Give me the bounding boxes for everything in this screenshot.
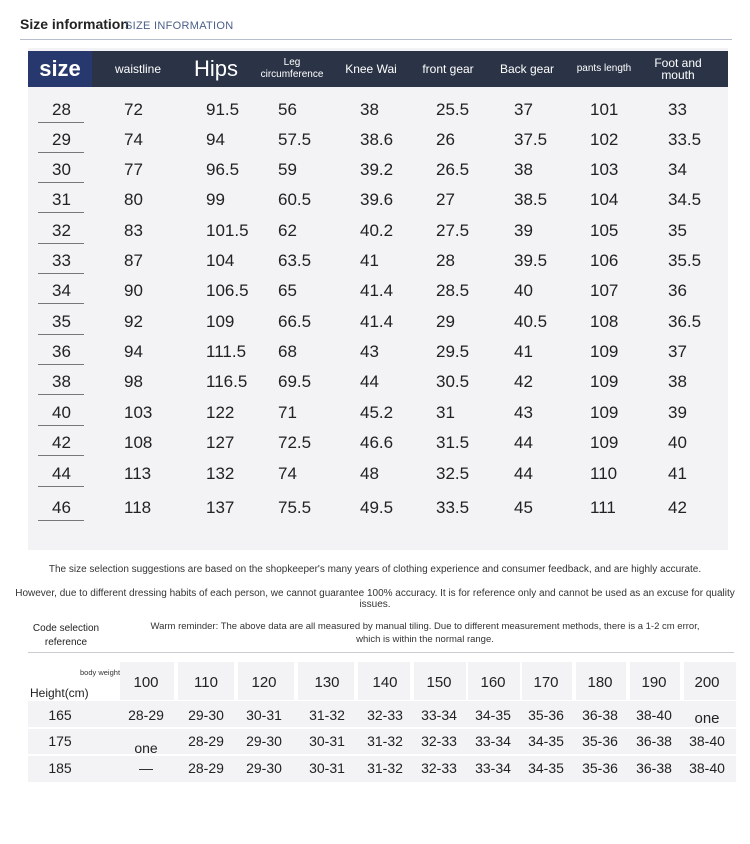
size-measurement: 38.5 [514,190,548,209]
code-selection-label [30,622,102,650]
size-measurement: 35.5 [668,251,702,270]
header-leg-circumference: Leg circumference [260,57,324,80]
header-size: size [28,51,92,87]
size-measurement: 109 [206,312,235,331]
warm-reminder-line2: which is within the normal range. [356,634,494,645]
size-measurement: 113 [124,464,152,483]
size-range-cell: 35-36 [582,733,618,749]
size-range-cell: 38-40 [636,707,672,723]
size-measurement: 27 [436,190,455,209]
size-row [28,338,728,368]
warm-reminder-line1: Warm reminder: The above data are all measured by manual tiling. Due to different measurement methods, there is a 1-2 cm error, [150,621,700,632]
size-measurement: 43 [360,342,379,361]
size-measurement: 28 [436,251,455,270]
size-measurement: 49.5 [360,498,394,517]
size-measurement: 127 [206,433,235,452]
header-back-gear: Back gear [499,62,555,76]
size-row [28,308,728,338]
size-range-cell: 28-29 [188,733,224,749]
size-range-cell: 34-35 [475,707,511,723]
size-measurement: 101.5 [206,221,249,240]
size-measurement: 99 [206,190,225,209]
size-measurement: 62 [278,221,297,240]
size-range-cell: 30-31 [309,760,345,776]
size-value: 38 [52,372,71,391]
height-text: Height [30,686,65,700]
height-value: 165 [48,707,72,723]
size-row [28,96,728,126]
weight-header: 140 [372,674,398,691]
size-range-cell: 32-33 [367,707,403,723]
weight-header: 150 [426,674,452,691]
size-measurement: 104 [206,251,235,270]
size-measurement: 41.4 [360,281,394,300]
header-knee-wai: Knee Wai [345,62,397,76]
size-value: 36 [52,342,71,361]
size-measurement: 87 [124,251,143,270]
size-measurement: 36.5 [668,312,702,331]
size-range-cell: 29-30 [246,760,282,776]
size-range-cell: 36-38 [636,733,672,749]
size-measurement: 57.5 [278,130,312,149]
size-value: 42 [52,433,71,452]
title-divider [20,39,732,40]
page-title: Size information [20,16,129,32]
size-range-cell: 36-38 [582,707,618,723]
size-underline [38,212,84,213]
size-measurement: 25.5 [436,100,470,119]
size-measurement: 44 [360,372,379,391]
size-measurement: 42 [514,372,533,391]
size-measurement: 31.5 [436,433,470,452]
size-measurement: 38.6 [360,130,394,149]
code-selection-line2: reference [44,637,88,648]
size-measurement: 38 [668,372,687,391]
size-measurement: 30.5 [436,372,470,391]
size-measurement: 71 [278,403,297,422]
size-measurement: 41.4 [360,312,394,331]
size-measurement: 43 [514,403,533,422]
size-underline [38,520,84,521]
size-chart-header [28,51,728,87]
size-range-cell: 28-29 [188,760,224,776]
size-measurement: 94 [206,130,225,149]
size-measurement: 38 [514,160,533,179]
size-range-cell: 32-33 [421,733,457,749]
size-range-cell: 38-40 [689,733,725,749]
size-underline [38,152,84,153]
size-measurement: 103 [590,160,619,179]
size-measurement: 109 [590,433,619,452]
size-measurement: 41 [514,342,533,361]
header-hips: Hips [193,56,238,81]
size-measurement: 26 [436,130,455,149]
size-row [28,399,728,429]
size-measurement: 107 [590,281,619,300]
size-value: 46 [52,498,71,517]
size-range-cell: 31-32 [367,733,403,749]
size-measurement: 27.5 [436,221,470,240]
size-measurement: 40 [668,433,687,452]
size-measurement: 72.5 [278,433,312,452]
one-size-label: one [134,740,158,756]
size-measurement: 28.5 [436,281,470,300]
size-measurement: 101 [590,100,619,119]
reference-divider [28,652,734,653]
size-underline [38,425,84,426]
size-measurement: 109 [590,342,619,361]
header-pants-length: pants length [576,63,632,74]
header-waistline: waistline [114,62,162,76]
warm-reminder [120,620,730,646]
size-measurement: 33 [668,100,687,119]
size-underline [38,303,84,304]
size-measurement: 110 [590,464,618,483]
size-measurement: 36 [668,281,687,300]
note-disclaimer: However, due to different dressing habits of each person, we cannot guarantee 100% accuracy. It is for reference only and cannot be used as an excuse for quality issues. [15,588,735,610]
size-range-cell: 35-36 [582,760,618,776]
size-measurement: 40 [514,281,533,300]
size-range-cell: — [139,760,153,776]
size-measurement: 26.5 [436,160,470,179]
size-row [28,368,728,398]
size-measurement: 33.5 [668,130,702,149]
size-range-cell: 31-32 [367,760,403,776]
size-measurement: 94 [124,342,143,361]
size-measurement: 32.5 [436,464,470,483]
size-measurement: 68 [278,342,297,361]
size-measurement: 108 [590,312,619,331]
size-measurement: 34 [668,160,687,179]
header-foot-and-mouth: Foot and mouth [654,56,702,82]
size-measurement: 39.6 [360,190,394,209]
size-measurement: 46.6 [360,433,394,452]
size-measurement: 109 [590,403,619,422]
size-measurement: 42 [668,498,687,517]
size-measurement: 75.5 [278,498,312,517]
weight-header: 100 [133,674,159,691]
size-measurement: 74 [278,464,297,483]
height-label [30,686,89,700]
size-row [28,217,728,247]
size-range-cell: 30-31 [309,733,345,749]
size-underline [38,273,84,274]
size-measurement: 39 [514,221,533,240]
size-measurement: 48 [360,464,379,483]
size-underline [38,486,84,487]
size-measurement: 77 [124,160,143,179]
size-range-cell: 35-36 [528,707,564,723]
size-measurement: 33.5 [436,498,470,517]
size-range-cell: 33-34 [475,733,511,749]
note-accuracy: The size selection suggestions are based on the shopkeeper's many years of clothing experience and consumer feedback, and are highly accurate. [48,564,702,575]
size-row [28,494,728,524]
size-measurement: 37 [668,342,687,361]
weight-header: 170 [533,674,559,691]
size-range-cell: 30-31 [246,707,282,723]
size-row [28,126,728,156]
size-measurement: 111.5 [206,342,247,361]
body-weight-text: body weight [80,668,121,677]
size-measurement: 80 [124,190,143,209]
size-value: 29 [52,130,71,149]
size-underline [38,182,84,183]
height-unit: (cm) [64,686,89,700]
size-measurement: 60.5 [278,190,312,209]
size-measurement: 39.5 [514,251,548,270]
size-value: 30 [52,160,71,179]
size-measurement: 96.5 [206,160,240,179]
size-measurement: 132 [206,464,235,483]
size-value: 28 [52,100,71,119]
title-row [20,16,732,38]
size-range-cell: 29-30 [188,707,224,723]
height-value: 185 [48,760,72,776]
size-measurement: 65 [278,281,297,300]
size-measurement: 90 [124,281,143,300]
size-measurement: 37.5 [514,130,548,149]
size-measurement: 116.5 [206,372,248,391]
code-selection-line1: Code selection [32,623,100,634]
size-range-cell: 33-34 [475,760,511,776]
size-measurement: 38 [360,100,379,119]
size-underline [38,122,84,123]
size-range-cell: 36-38 [636,760,672,776]
size-measurement: 83 [124,221,143,240]
size-value: 31 [52,190,71,209]
size-value: 44 [52,464,71,483]
size-value: 33 [52,251,71,270]
weight-header: 160 [480,674,506,691]
size-measurement: 39.2 [360,160,394,179]
size-measurement: 122 [206,403,235,422]
size-measurement: 104 [590,190,619,209]
size-range-cell: 38-40 [689,760,725,776]
size-measurement: 106 [590,251,619,270]
size-row [28,156,728,186]
size-underline [38,243,84,244]
weight-header: 120 [251,674,277,691]
size-range-cell: 33-34 [421,707,457,723]
size-measurement: 40.5 [514,312,548,331]
weight-header: 200 [694,674,720,691]
size-measurement: 108 [124,433,153,452]
size-row [28,277,728,307]
size-measurement: 40.2 [360,221,394,240]
weight-header: 110 [194,674,218,691]
size-value: 32 [52,221,71,240]
size-measurement: 44 [514,464,533,483]
weight-header: 130 [314,674,340,691]
size-measurement: 118 [124,498,152,517]
header-front-gear: front gear [422,62,474,76]
size-measurement: 72 [124,100,143,119]
size-range-cell: 31-32 [309,707,345,723]
size-measurement: 44 [514,433,533,452]
size-measurement: 91.5 [206,100,240,119]
size-measurement: 56 [278,100,297,119]
size-measurement: 137 [206,498,235,517]
size-measurement: 39 [668,403,687,422]
size-measurement: 29 [436,312,455,331]
size-range-cell: 32-33 [421,760,457,776]
size-underline [38,394,84,395]
size-range-cell: 29-30 [246,733,282,749]
size-underline [38,334,84,335]
size-measurement: 92 [124,312,143,331]
size-measurement: 109 [590,372,619,391]
size-measurement: 111 [590,498,616,517]
size-measurement: 106.5 [206,281,249,300]
size-row [28,460,728,490]
size-measurement: 41 [668,464,687,483]
size-measurement: 69.5 [278,372,312,391]
size-chart-panel [28,48,728,550]
size-measurement: 34.5 [668,190,702,209]
size-measurement: 105 [590,221,619,240]
size-row [28,247,728,277]
size-value: 35 [52,312,71,331]
size-measurement: 31 [436,403,455,422]
size-measurement: 63.5 [278,251,312,270]
size-measurement: 102 [590,130,619,149]
size-range-cell: 28-29 [128,707,164,723]
size-underline [38,364,84,365]
size-measurement: 37 [514,100,533,119]
size-measurement: 66.5 [278,312,312,331]
size-value: 34 [52,281,71,300]
size-range-cell: 34-35 [528,733,564,749]
size-measurement: 103 [124,403,153,422]
size-measurement: 45.2 [360,403,394,422]
weight-header: 190 [641,674,667,691]
size-measurement: 45 [514,498,533,517]
size-measurement: 98 [124,372,143,391]
size-measurement: 74 [124,130,143,149]
one-size-label: one [694,710,720,727]
size-value: 40 [52,403,71,422]
weight-header: 180 [587,674,613,691]
size-row [28,186,728,216]
size-range-cell: 34-35 [528,760,564,776]
size-measurement: 41 [360,251,379,270]
size-underline [38,455,84,456]
size-measurement: 59 [278,160,297,179]
size-row [28,429,728,459]
size-measurement: 29.5 [436,342,470,361]
size-measurement: 35 [668,221,687,240]
page-subtitle: SIZE INFORMATION [125,20,234,32]
height-value: 175 [48,733,72,749]
